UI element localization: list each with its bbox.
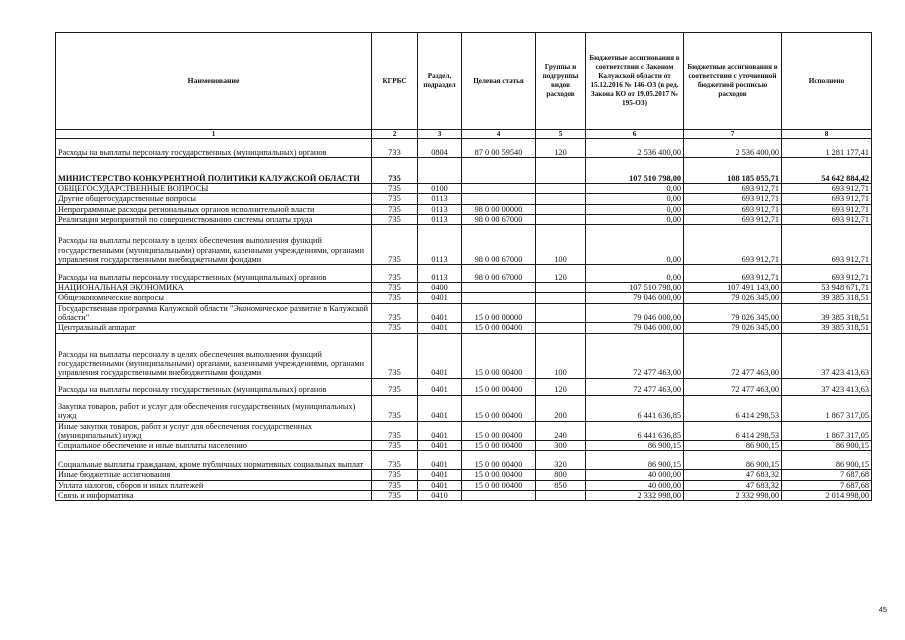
target-article-cell: 15 0 00 00000 xyxy=(462,303,536,323)
refined-allocation-cell: 86 900,15 xyxy=(684,451,782,470)
header-row xyxy=(56,33,872,130)
column-number: 6 xyxy=(586,130,684,139)
expense-group-cell: 120 xyxy=(536,139,586,158)
row-name-cell: МИНИСТЕРСТВО КОНКУРЕНТНОЙ ПОЛИТИКИ КАЛУЖСКОЙ ОБЛАСТИ xyxy=(56,158,372,184)
refined-allocation-cell: 107 491 143,00 xyxy=(684,283,782,293)
expense-group-cell xyxy=(536,283,586,293)
refined-allocation-cell: 86 900,15 xyxy=(684,441,782,451)
table-row xyxy=(56,421,872,441)
expense-group-cell: 850 xyxy=(536,480,586,490)
row-name-cell: Социальные выплаты гражданам, кроме публичных нормативных социальных выплат xyxy=(56,451,372,470)
expense-group-cell xyxy=(536,204,586,214)
section-cell: 0804 xyxy=(418,139,462,158)
refined-allocation-cell: 6 414 298,53 xyxy=(684,421,782,441)
section-cell: 0401 xyxy=(418,323,462,333)
row-name-cell: Иные бюджетные ассигнования xyxy=(56,470,372,480)
law-allocation-cell: 2 332 998,00 xyxy=(586,490,684,500)
row-name-cell: Закупка товаров, работ и услуг для обеспечения государственных (муниципальных) нужд xyxy=(56,395,372,421)
expense-group-cell xyxy=(536,194,586,204)
target-article-cell: 15 0 00 00400 xyxy=(462,323,536,333)
kgrbs-cell: 733 xyxy=(372,139,418,158)
executed-cell: 2 014 998,00 xyxy=(782,490,872,500)
law-allocation-cell: 79 046 000,00 xyxy=(586,303,684,323)
refined-allocation-cell: 693 912,71 xyxy=(684,225,782,265)
table-row xyxy=(56,395,872,421)
header-law-allocation: Бюджетные ассигнования в соответствии с Законом Калужской области от 15.12.2016 № 146-ОЗ (в ред. Закона КО от 19.05.2017 № 195-ОЗ) xyxy=(586,33,684,130)
kgrbs-cell: 735 xyxy=(372,184,418,194)
law-allocation-cell: 72 477 463,00 xyxy=(586,333,684,378)
header-expense-group: Группы и подгруппы видов расходов xyxy=(536,33,586,130)
refined-allocation-cell: 693 912,71 xyxy=(684,194,782,204)
refined-allocation-cell: 693 912,71 xyxy=(684,184,782,194)
column-number-row xyxy=(56,130,872,139)
row-name-cell: Расходы на выплаты персоналу государственных (муниципальных) органов xyxy=(56,378,372,395)
refined-allocation-cell: 6 414 298,53 xyxy=(684,395,782,421)
kgrbs-cell: 735 xyxy=(372,490,418,500)
refined-allocation-cell: 693 912,71 xyxy=(684,214,782,224)
table-row xyxy=(56,378,872,395)
section-cell: 0113 xyxy=(418,225,462,265)
target-article-cell: 15 0 00 00400 xyxy=(462,470,536,480)
expense-group-cell xyxy=(536,323,586,333)
column-number: 3 xyxy=(418,130,462,139)
law-allocation-cell: 79 046 000,00 xyxy=(586,293,684,303)
target-article-cell xyxy=(462,184,536,194)
row-name-cell: ОБЩЕГОСУДАРСТВЕННЫЕ ВОПРОСЫ xyxy=(56,184,372,194)
header-name: Наименование xyxy=(56,33,372,130)
law-allocation-cell: 107 510 798,00 xyxy=(586,158,684,184)
header-executed: Исполнено xyxy=(782,33,872,130)
kgrbs-cell: 735 xyxy=(372,333,418,378)
kgrbs-cell: 735 xyxy=(372,480,418,490)
executed-cell: 7 687,68 xyxy=(782,470,872,480)
target-article-cell xyxy=(462,194,536,204)
header-kgrbs: КГРБС xyxy=(372,33,418,130)
refined-allocation-cell: 693 912,71 xyxy=(684,265,782,283)
law-allocation-cell: 0,00 xyxy=(586,265,684,283)
section-cell: 0401 xyxy=(418,293,462,303)
target-article-cell xyxy=(462,158,536,184)
expense-group-cell: 300 xyxy=(536,441,586,451)
executed-cell: 693 912,71 xyxy=(782,194,872,204)
executed-cell: 693 912,71 xyxy=(782,204,872,214)
law-allocation-cell: 6 441 636,85 xyxy=(586,421,684,441)
column-number: 8 xyxy=(782,130,872,139)
target-article-cell: 15 0 00 00400 xyxy=(462,480,536,490)
executed-cell: 39 385 318,51 xyxy=(782,323,872,333)
page-number: 45 xyxy=(878,605,887,614)
law-allocation-cell: 0,00 xyxy=(586,214,684,224)
target-article-cell: 15 0 00 00400 xyxy=(462,421,536,441)
refined-allocation-cell: 72 477 463,00 xyxy=(684,378,782,395)
section-cell: 0401 xyxy=(418,303,462,323)
column-number: 1 xyxy=(56,130,372,139)
row-name-cell: Другие общегосударственные вопросы xyxy=(56,194,372,204)
table-row xyxy=(56,470,872,480)
expense-group-cell: 200 xyxy=(536,395,586,421)
section-cell: 0410 xyxy=(418,490,462,500)
target-article-cell xyxy=(462,490,536,500)
kgrbs-cell: 735 xyxy=(372,265,418,283)
refined-allocation-cell: 693 912,71 xyxy=(684,204,782,214)
kgrbs-cell: 735 xyxy=(372,470,418,480)
law-allocation-cell: 86 900,15 xyxy=(586,451,684,470)
column-number: 5 xyxy=(536,130,586,139)
kgrbs-cell: 735 xyxy=(372,421,418,441)
law-allocation-cell: 79 046 000,00 xyxy=(586,323,684,333)
refined-allocation-cell: 2 536 400,00 xyxy=(684,139,782,158)
kgrbs-cell: 735 xyxy=(372,303,418,323)
table-row xyxy=(56,184,872,194)
row-name-cell: Общеэкономические вопросы xyxy=(56,293,372,303)
table-row xyxy=(56,265,872,283)
kgrbs-cell: 735 xyxy=(372,214,418,224)
header-refined-allocation: Бюджетные ассигнования в соответствии с уточненной бюджетной росписью расходов xyxy=(684,33,782,130)
kgrbs-cell: 735 xyxy=(372,194,418,204)
kgrbs-cell: 735 xyxy=(372,323,418,333)
executed-cell: 693 912,71 xyxy=(782,265,872,283)
executed-cell: 693 912,71 xyxy=(782,184,872,194)
target-article-cell: 15 0 00 00400 xyxy=(462,378,536,395)
target-article-cell xyxy=(462,283,536,293)
kgrbs-cell: 735 xyxy=(372,225,418,265)
budget-table xyxy=(55,32,872,501)
row-name-cell: Социальное обеспечение и иные выплаты населению xyxy=(56,441,372,451)
refined-allocation-cell: 47 683,32 xyxy=(684,470,782,480)
section-cell: 0113 xyxy=(418,204,462,214)
refined-allocation-cell: 72 477 463,00 xyxy=(684,333,782,378)
column-number: 7 xyxy=(684,130,782,139)
section-cell: 0401 xyxy=(418,395,462,421)
section-cell: 0113 xyxy=(418,194,462,204)
kgrbs-cell: 735 xyxy=(372,283,418,293)
table-row xyxy=(56,204,872,214)
expense-group-cell xyxy=(536,214,586,224)
target-article-cell xyxy=(462,293,536,303)
executed-cell: 693 912,71 xyxy=(782,214,872,224)
column-number: 2 xyxy=(372,130,418,139)
target-article-cell: 98 0 00 00000 xyxy=(462,204,536,214)
row-name-cell: Связь и информатика xyxy=(56,490,372,500)
law-allocation-cell: 107 510 798,00 xyxy=(586,283,684,293)
refined-allocation-cell: 79 026 345,00 xyxy=(684,303,782,323)
row-name-cell: Непрограммные расходы региональных органов исполнительной власти xyxy=(56,204,372,214)
expense-group-cell xyxy=(536,158,586,184)
section-cell: 0401 xyxy=(418,470,462,480)
target-article-cell: 98 0 00 67000 xyxy=(462,214,536,224)
row-name-cell: Расходы на выплаты персоналу государственных (муниципальных) органов xyxy=(56,139,372,158)
row-name-cell: Центральный аппарат xyxy=(56,323,372,333)
law-allocation-cell: 40 000,00 xyxy=(586,480,684,490)
target-article-cell: 98 0 00 67000 xyxy=(462,265,536,283)
executed-cell: 39 385 318,51 xyxy=(782,293,872,303)
row-name-cell: Иные закупки товаров, работ и услуг для обеспечения государственных (муниципальных) нужд xyxy=(56,421,372,441)
expense-group-cell xyxy=(536,303,586,323)
expense-group-cell xyxy=(536,293,586,303)
table-row xyxy=(56,441,872,451)
row-name-cell: Расходы на выплаты персоналу в целях обеспечения выполнения функций государственными (муниципальными) органами, казенными учреждениями, органами управления государственными внебюджетными фондами xyxy=(56,333,372,378)
executed-cell: 693 912,71 xyxy=(782,225,872,265)
refined-allocation-cell: 2 332 998,00 xyxy=(684,490,782,500)
law-allocation-cell: 86 900,15 xyxy=(586,441,684,451)
row-name-cell: Уплата налогов, сборов и иных платежей xyxy=(56,480,372,490)
table-row xyxy=(56,333,872,378)
executed-cell: 53 948 671,71 xyxy=(782,283,872,293)
table-row xyxy=(56,451,872,470)
expense-group-cell xyxy=(536,490,586,500)
target-article-cell: 15 0 00 00400 xyxy=(462,395,536,421)
section-cell: 0401 xyxy=(418,441,462,451)
executed-cell: 1 867 317,05 xyxy=(782,395,872,421)
executed-cell: 86 900,15 xyxy=(782,441,872,451)
executed-cell: 1 867 317,05 xyxy=(782,421,872,441)
kgrbs-cell: 735 xyxy=(372,204,418,214)
section-cell: 0400 xyxy=(418,283,462,293)
header-target-article: Целевая статья xyxy=(462,33,536,130)
header-section: Раздел, подраздел xyxy=(418,33,462,130)
expense-group-cell: 120 xyxy=(536,378,586,395)
kgrbs-cell: 735 xyxy=(372,441,418,451)
expense-group-cell: 100 xyxy=(536,225,586,265)
table-row xyxy=(56,158,872,184)
law-allocation-cell: 0,00 xyxy=(586,225,684,265)
table-row xyxy=(56,214,872,224)
law-allocation-cell: 6 441 636,85 xyxy=(586,395,684,421)
section-cell: 0401 xyxy=(418,333,462,378)
row-name-cell: Государственная программа Калужской области "Экономическое развитие в Калужской области" xyxy=(56,303,372,323)
row-name-cell: Реализация мероприятий по совершенствованию системы оплаты труда xyxy=(56,214,372,224)
law-allocation-cell: 0,00 xyxy=(586,204,684,214)
table-row xyxy=(56,225,872,265)
kgrbs-cell: 735 xyxy=(372,378,418,395)
table-row xyxy=(56,490,872,500)
section-cell: 0401 xyxy=(418,480,462,490)
law-allocation-cell: 72 477 463,00 xyxy=(586,378,684,395)
expense-group-cell: 320 xyxy=(536,451,586,470)
section-cell: 0401 xyxy=(418,378,462,395)
expense-group-cell xyxy=(536,184,586,194)
executed-cell: 7 687,68 xyxy=(782,480,872,490)
target-article-cell: 15 0 00 00400 xyxy=(462,441,536,451)
refined-allocation-cell: 108 185 055,71 xyxy=(684,158,782,184)
table-row xyxy=(56,480,872,490)
section-cell: 0113 xyxy=(418,214,462,224)
table-row xyxy=(56,139,872,158)
expense-group-cell: 800 xyxy=(536,470,586,480)
kgrbs-cell: 735 xyxy=(372,158,418,184)
section-cell: 0401 xyxy=(418,451,462,470)
law-allocation-cell: 0,00 xyxy=(586,184,684,194)
kgrbs-cell: 735 xyxy=(372,451,418,470)
section-cell: 0401 xyxy=(418,421,462,441)
kgrbs-cell: 735 xyxy=(372,395,418,421)
target-article-cell: 87 0 00 59540 xyxy=(462,139,536,158)
row-name-cell: НАЦИОНАЛЬНАЯ ЭКОНОМИКА xyxy=(56,283,372,293)
executed-cell: 37 423 413,63 xyxy=(782,378,872,395)
target-article-cell: 15 0 00 00400 xyxy=(462,333,536,378)
expense-group-cell: 240 xyxy=(536,421,586,441)
refined-allocation-cell: 79 026 345,00 xyxy=(684,323,782,333)
kgrbs-cell: 735 xyxy=(372,293,418,303)
section-cell: 0100 xyxy=(418,184,462,194)
table-row xyxy=(56,323,872,333)
expense-group-cell: 120 xyxy=(536,265,586,283)
target-article-cell: 98 0 00 67000 xyxy=(462,225,536,265)
table-body xyxy=(56,139,872,501)
section-cell xyxy=(418,158,462,184)
law-allocation-cell: 40 000,00 xyxy=(586,470,684,480)
executed-cell: 86 900,15 xyxy=(782,451,872,470)
executed-cell: 1 281 177,41 xyxy=(782,139,872,158)
section-cell: 0113 xyxy=(418,265,462,283)
law-allocation-cell: 0,00 xyxy=(586,194,684,204)
table-row xyxy=(56,194,872,204)
target-article-cell: 15 0 00 00400 xyxy=(462,451,536,470)
table-row xyxy=(56,303,872,323)
law-allocation-cell: 2 536 400,00 xyxy=(586,139,684,158)
row-name-cell: Расходы на выплаты персоналу государственных (муниципальных) органов xyxy=(56,265,372,283)
column-number: 4 xyxy=(462,130,536,139)
executed-cell: 39 385 318,51 xyxy=(782,303,872,323)
table-row xyxy=(56,293,872,303)
table-row xyxy=(56,283,872,293)
executed-cell: 54 642 884,42 xyxy=(782,158,872,184)
row-name-cell: Расходы на выплаты персоналу в целях обеспечения выполнения функций государственными (муниципальными) органами, казенными учреждениями, органами управления государственными внебюджетными фондами xyxy=(56,225,372,265)
expense-group-cell: 100 xyxy=(536,333,586,378)
executed-cell: 37 423 413,63 xyxy=(782,333,872,378)
refined-allocation-cell: 47 683,32 xyxy=(684,480,782,490)
refined-allocation-cell: 79 026 345,00 xyxy=(684,293,782,303)
